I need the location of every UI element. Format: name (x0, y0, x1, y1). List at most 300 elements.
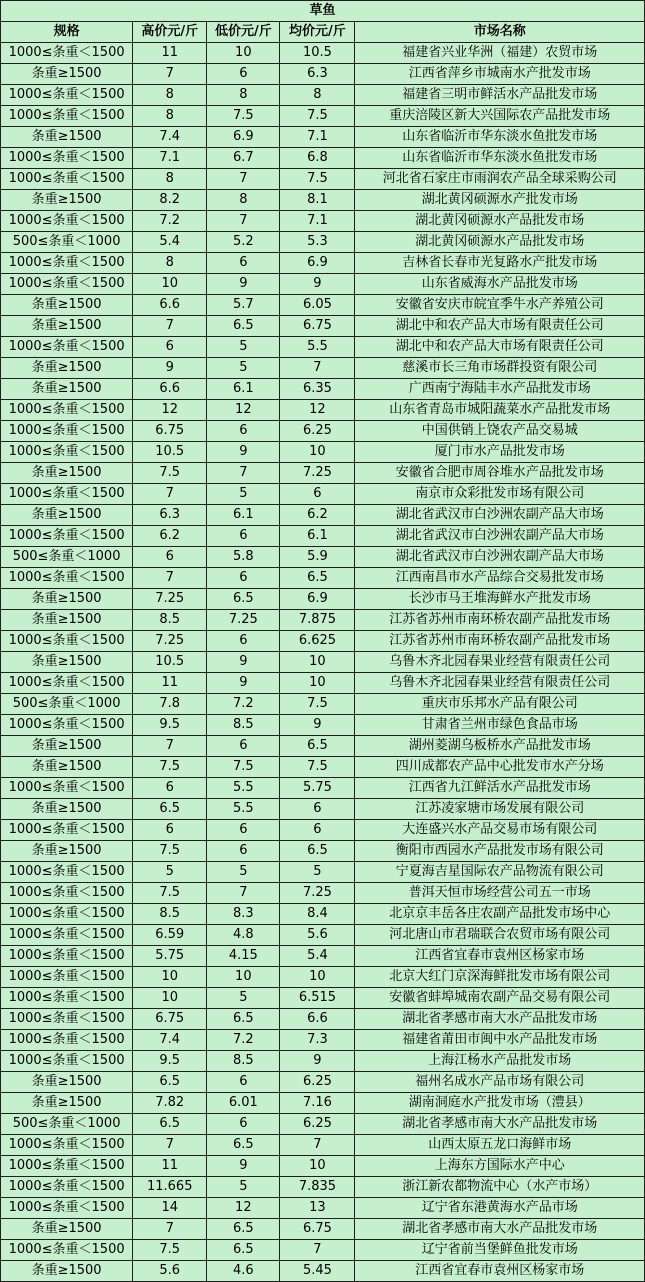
market-name-cell: 广西南宁海陆丰水产品批发市场 (355, 379, 645, 400)
low-price-cell: 6 (207, 64, 280, 85)
header-row (1, 22, 645, 43)
avg-price-cell: 6.3 (280, 64, 355, 85)
high-price-cell: 8.5 (133, 904, 207, 925)
spec-cell: 1000≤条重＜1500 (1, 883, 133, 904)
low-price-cell: 6.1 (207, 505, 280, 526)
low-price-cell: 5.2 (207, 232, 280, 253)
table-title: 草鱼 (1, 1, 645, 22)
avg-price-cell: 6 (280, 820, 355, 841)
market-name-cell: 浙江新农都物流中心（水产市场） (355, 1177, 645, 1198)
market-name-cell: 湖州菱湖乌板桥水产品批发市场 (355, 736, 645, 757)
spec-cell: 条重≥1500 (1, 1093, 133, 1114)
high-price-cell: 7 (133, 1135, 207, 1156)
low-price-cell: 6.5 (207, 1240, 280, 1261)
avg-price-cell: 7.1 (280, 127, 355, 148)
low-price-cell: 5.5 (207, 799, 280, 820)
spec-cell: 条重≥1500 (1, 1261, 133, 1282)
market-name-cell: 重庆涪陵区新大兴国际农产品批发市场 (355, 106, 645, 127)
spec-cell: 1000≤条重＜1500 (1, 484, 133, 505)
avg-price-cell: 6.25 (280, 1072, 355, 1093)
spec-cell: 1000≤条重＜1500 (1, 631, 133, 652)
market-name-cell: 慈溪市长三角市场群投资有限公司 (355, 358, 645, 379)
market-name-cell: 北京京丰岳各庄农副产品批发市场中心 (355, 904, 645, 925)
high-price-cell: 8 (133, 106, 207, 127)
market-name-cell: 福建省三明市鲜活水产品批发市场 (355, 85, 645, 106)
market-name-cell: 江西省九江鲜活水产品批发市场 (355, 778, 645, 799)
avg-price-cell: 8 (280, 85, 355, 106)
market-name-cell: 辽宁省前当堡鲜鱼批发市场 (355, 1240, 645, 1261)
table-row (1, 232, 645, 253)
table-row (1, 757, 645, 778)
low-price-cell: 7.5 (207, 757, 280, 778)
high-price-cell: 7.5 (133, 463, 207, 484)
low-price-cell: 10 (207, 967, 280, 988)
spec-cell: 条重≥1500 (1, 505, 133, 526)
market-name-cell: 大连盛兴水产品交易市场有限公司 (355, 820, 645, 841)
table-row (1, 358, 645, 379)
low-price-cell: 6 (207, 631, 280, 652)
high-price-cell: 7.8 (133, 694, 207, 715)
header-low-price: 低价元/斤 (207, 22, 280, 43)
market-name-cell: 中国供销上饶农产品交易城 (355, 421, 645, 442)
market-name-cell: 安徽省合肥市周谷堆水产品批发市场 (355, 463, 645, 484)
low-price-cell: 6 (207, 841, 280, 862)
market-name-cell: 甘肃省兰州市绿色食品市场 (355, 715, 645, 736)
spec-cell: 500≤条重＜1000 (1, 694, 133, 715)
table-row (1, 85, 645, 106)
spec-cell: 1000≤条重＜1500 (1, 43, 133, 64)
avg-price-cell: 6.5 (280, 841, 355, 862)
market-name-cell: 湖南洞庭水产批发市场（澧县） (355, 1093, 645, 1114)
high-price-cell: 5.6 (133, 1261, 207, 1282)
table-row (1, 316, 645, 337)
spec-cell: 1000≤条重＜1500 (1, 337, 133, 358)
low-price-cell: 5.7 (207, 295, 280, 316)
spec-cell: 条重≥1500 (1, 316, 133, 337)
low-price-cell: 8 (207, 190, 280, 211)
low-price-cell: 5 (207, 484, 280, 505)
low-price-cell: 9 (207, 274, 280, 295)
high-price-cell: 11 (133, 1156, 207, 1177)
high-price-cell: 6 (133, 778, 207, 799)
avg-price-cell: 7.5 (280, 106, 355, 127)
table-row (1, 568, 645, 589)
spec-cell: 1000≤条重＜1500 (1, 1156, 133, 1177)
low-price-cell: 5 (207, 862, 280, 883)
table-row (1, 589, 645, 610)
high-price-cell: 7 (133, 736, 207, 757)
high-price-cell: 10 (133, 274, 207, 295)
spec-cell: 1000≤条重＜1500 (1, 1009, 133, 1030)
low-price-cell: 7.25 (207, 610, 280, 631)
avg-price-cell: 7 (280, 1240, 355, 1261)
high-price-cell: 6 (133, 547, 207, 568)
table-row (1, 988, 645, 1009)
high-price-cell: 6.5 (133, 1114, 207, 1135)
high-price-cell: 11.665 (133, 1177, 207, 1198)
avg-price-cell: 7.5 (280, 694, 355, 715)
high-price-cell: 6.6 (133, 379, 207, 400)
low-price-cell: 7 (207, 211, 280, 232)
high-price-cell: 8.2 (133, 190, 207, 211)
spec-cell: 1000≤条重＜1500 (1, 148, 133, 169)
high-price-cell: 7.5 (133, 1240, 207, 1261)
spec-cell: 1000≤条重＜1500 (1, 421, 133, 442)
low-price-cell: 6.5 (207, 316, 280, 337)
low-price-cell: 7 (207, 169, 280, 190)
table-row (1, 673, 645, 694)
high-price-cell: 6 (133, 337, 207, 358)
low-price-cell: 8.5 (207, 1051, 280, 1072)
low-price-cell: 4.8 (207, 925, 280, 946)
high-price-cell: 6.5 (133, 1072, 207, 1093)
low-price-cell: 6.01 (207, 1093, 280, 1114)
high-price-cell: 6.75 (133, 421, 207, 442)
market-name-cell: 四川成都农产品中心批发市水产分场 (355, 757, 645, 778)
high-price-cell: 6.6 (133, 295, 207, 316)
avg-price-cell: 6.6 (280, 1009, 355, 1030)
low-price-cell: 6.1 (207, 379, 280, 400)
high-price-cell: 14 (133, 1198, 207, 1219)
table-row (1, 736, 645, 757)
avg-price-cell: 6.9 (280, 253, 355, 274)
header-high-price: 高价元/斤 (133, 22, 207, 43)
table-row (1, 946, 645, 967)
spec-cell: 1000≤条重＜1500 (1, 904, 133, 925)
table-row (1, 1093, 645, 1114)
spec-cell: 1000≤条重＜1500 (1, 211, 133, 232)
market-name-cell: 厦门市水产品批发市场 (355, 442, 645, 463)
low-price-cell: 9 (207, 442, 280, 463)
low-price-cell: 5.8 (207, 547, 280, 568)
market-name-cell: 上海江杨水产品批发市场 (355, 1051, 645, 1072)
avg-price-cell: 6.35 (280, 379, 355, 400)
spec-cell: 条重≥1500 (1, 1072, 133, 1093)
market-name-cell: 江西南昌市水产品综合交易批发市场 (355, 568, 645, 589)
table-row (1, 505, 645, 526)
table-row (1, 778, 645, 799)
header-market-name: 市场名称 (355, 22, 645, 43)
high-price-cell: 7.5 (133, 757, 207, 778)
market-name-cell: 乌鲁木齐北园春果业经营有限责任公司 (355, 652, 645, 673)
table-row (1, 169, 645, 190)
low-price-cell: 5 (207, 988, 280, 1009)
low-price-cell: 6 (207, 526, 280, 547)
spec-cell: 500≤条重＜1000 (1, 547, 133, 568)
market-name-cell: 湖北黄冈硕源水产品批发市场 (355, 232, 645, 253)
market-name-cell: 普洱天恒市场经营公司五一市场 (355, 883, 645, 904)
table-row (1, 253, 645, 274)
spec-cell: 1000≤条重＜1500 (1, 862, 133, 883)
table-row (1, 337, 645, 358)
high-price-cell: 7.82 (133, 1093, 207, 1114)
high-price-cell: 6.3 (133, 505, 207, 526)
table-row (1, 1114, 645, 1135)
avg-price-cell: 6.625 (280, 631, 355, 652)
table-row (1, 1177, 645, 1198)
low-price-cell: 5 (207, 358, 280, 379)
high-price-cell: 7.4 (133, 127, 207, 148)
high-price-cell: 7.4 (133, 1030, 207, 1051)
spec-cell: 1000≤条重＜1500 (1, 1240, 133, 1261)
low-price-cell: 7 (207, 463, 280, 484)
spec-cell: 条重≥1500 (1, 295, 133, 316)
table-row (1, 421, 645, 442)
avg-price-cell: 9 (280, 274, 355, 295)
market-name-cell: 福建省兴业华洲（福建）农贸市场 (355, 43, 645, 64)
low-price-cell: 7 (207, 883, 280, 904)
table-row (1, 274, 645, 295)
avg-price-cell: 6.2 (280, 505, 355, 526)
avg-price-cell: 6.75 (280, 1219, 355, 1240)
market-name-cell: 湖北省孝感市南大水产品批发市场 (355, 1114, 645, 1135)
spec-cell: 条重≥1500 (1, 463, 133, 484)
spec-cell: 条重≥1500 (1, 358, 133, 379)
low-price-cell: 5 (207, 337, 280, 358)
spec-cell: 1000≤条重＜1500 (1, 1051, 133, 1072)
market-name-cell: 北京大红门京深海鲜批发市场有限公司 (355, 967, 645, 988)
spec-cell: 条重≥1500 (1, 799, 133, 820)
low-price-cell: 8.5 (207, 715, 280, 736)
avg-price-cell: 12 (280, 400, 355, 421)
avg-price-cell: 5.9 (280, 547, 355, 568)
low-price-cell: 9 (207, 1156, 280, 1177)
high-price-cell: 9.5 (133, 1051, 207, 1072)
avg-price-cell: 7.5 (280, 757, 355, 778)
low-price-cell: 6 (207, 820, 280, 841)
market-name-cell: 山东省临沂市华东淡水鱼批发市场 (355, 148, 645, 169)
table-row (1, 1156, 645, 1177)
high-price-cell: 7.25 (133, 631, 207, 652)
high-price-cell: 7.5 (133, 841, 207, 862)
market-name-cell: 重庆市乐邦水产品有限公司 (355, 694, 645, 715)
avg-price-cell: 7.25 (280, 883, 355, 904)
avg-price-cell: 7.3 (280, 1030, 355, 1051)
spec-cell: 1000≤条重＜1500 (1, 1177, 133, 1198)
high-price-cell: 7.25 (133, 589, 207, 610)
market-name-cell: 湖北黄冈硕源水产批发市场 (355, 190, 645, 211)
avg-price-cell: 6.25 (280, 421, 355, 442)
table-row (1, 1009, 645, 1030)
low-price-cell: 12 (207, 400, 280, 421)
table-row (1, 1051, 645, 1072)
avg-price-cell: 7 (280, 358, 355, 379)
avg-price-cell: 6.05 (280, 295, 355, 316)
high-price-cell: 7 (133, 1219, 207, 1240)
table-row (1, 862, 645, 883)
market-name-cell: 湖北黄冈硕源水产品批发市场 (355, 211, 645, 232)
market-name-cell: 吉林省长春市光复路水产批发市场 (355, 253, 645, 274)
table-row (1, 106, 645, 127)
table-row (1, 715, 645, 736)
avg-price-cell: 6.5 (280, 568, 355, 589)
low-price-cell: 6.7 (207, 148, 280, 169)
table-row (1, 211, 645, 232)
low-price-cell: 6 (207, 1072, 280, 1093)
table-row (1, 379, 645, 400)
spec-cell: 条重≥1500 (1, 610, 133, 631)
market-name-cell: 湖北省孝感市南大水产品批发市场 (355, 1219, 645, 1240)
table-row (1, 190, 645, 211)
spec-cell: 1000≤条重＜1500 (1, 1135, 133, 1156)
market-name-cell: 乌鲁木齐北园春果业经营有限责任公司 (355, 673, 645, 694)
low-price-cell: 6 (207, 736, 280, 757)
market-name-cell: 辽宁省东港黄海水产品市场 (355, 1198, 645, 1219)
spec-cell: 条重≥1500 (1, 589, 133, 610)
market-name-cell: 湖北省孝感市南大水产品批发市场 (355, 1009, 645, 1030)
avg-price-cell: 5.4 (280, 946, 355, 967)
market-name-cell: 山东省威海水产品批发市场 (355, 274, 645, 295)
high-price-cell: 11 (133, 43, 207, 64)
table-row (1, 127, 645, 148)
spec-cell: 500≤条重＜1000 (1, 1114, 133, 1135)
low-price-cell: 6 (207, 1114, 280, 1135)
avg-price-cell: 10 (280, 652, 355, 673)
avg-price-cell: 6.25 (280, 1114, 355, 1135)
low-price-cell: 6.5 (207, 1135, 280, 1156)
high-price-cell: 6.2 (133, 526, 207, 547)
avg-price-cell: 7.1 (280, 211, 355, 232)
spec-cell: 1000≤条重＜1500 (1, 967, 133, 988)
spec-cell: 条重≥1500 (1, 379, 133, 400)
spec-cell: 1000≤条重＜1500 (1, 925, 133, 946)
spec-cell: 1000≤条重＜1500 (1, 106, 133, 127)
high-price-cell: 7 (133, 64, 207, 85)
high-price-cell: 10 (133, 988, 207, 1009)
low-price-cell: 6.5 (207, 1219, 280, 1240)
avg-price-cell: 5.5 (280, 337, 355, 358)
high-price-cell: 9.5 (133, 715, 207, 736)
spec-cell: 条重≥1500 (1, 190, 133, 211)
table-row (1, 43, 645, 64)
header-spec: 规格 (1, 22, 133, 43)
table-row (1, 64, 645, 85)
low-price-cell: 6.5 (207, 589, 280, 610)
market-name-cell: 山东省青岛市城阳蔬菜水产品批发市场 (355, 400, 645, 421)
avg-price-cell: 7.875 (280, 610, 355, 631)
market-name-cell: 上海东方国际水产中心 (355, 1156, 645, 1177)
spec-cell: 条重≥1500 (1, 757, 133, 778)
avg-price-cell: 10 (280, 1156, 355, 1177)
high-price-cell: 11 (133, 673, 207, 694)
avg-price-cell: 8.1 (280, 190, 355, 211)
table-row (1, 652, 645, 673)
high-price-cell: 7 (133, 568, 207, 589)
spec-cell: 1000≤条重＜1500 (1, 715, 133, 736)
spec-cell: 1000≤条重＜1500 (1, 253, 133, 274)
low-price-cell: 7.2 (207, 694, 280, 715)
market-name-cell: 湖北省武汉市白沙洲农副产品大市场 (355, 547, 645, 568)
avg-price-cell: 9 (280, 715, 355, 736)
spec-cell: 1000≤条重＜1500 (1, 988, 133, 1009)
table-row (1, 400, 645, 421)
market-name-cell: 衡阳市西园水产品批发市场有限公司 (355, 841, 645, 862)
table-row (1, 484, 645, 505)
table-row (1, 1240, 645, 1261)
table-row (1, 1030, 645, 1051)
spec-cell: 1000≤条重＜1500 (1, 820, 133, 841)
high-price-cell: 7.1 (133, 148, 207, 169)
high-price-cell: 6.5 (133, 799, 207, 820)
avg-price-cell: 7.5 (280, 169, 355, 190)
market-name-cell: 福建省莆田市闽中水产品批发市场 (355, 1030, 645, 1051)
high-price-cell: 10.5 (133, 442, 207, 463)
spec-cell: 1000≤条重＜1500 (1, 274, 133, 295)
high-price-cell: 7 (133, 484, 207, 505)
market-name-cell: 山东省临沂市华东淡水鱼批发市场 (355, 127, 645, 148)
table-row (1, 799, 645, 820)
avg-price-cell: 6.5 (280, 736, 355, 757)
table-row (1, 904, 645, 925)
low-price-cell: 5 (207, 1177, 280, 1198)
avg-price-cell: 6 (280, 484, 355, 505)
title-row (1, 1, 645, 22)
low-price-cell: 6.9 (207, 127, 280, 148)
avg-price-cell: 9 (280, 1051, 355, 1072)
table-row (1, 631, 645, 652)
market-name-cell: 江西省宜春市袁州区杨家市场 (355, 1261, 645, 1282)
low-price-cell: 10 (207, 43, 280, 64)
avg-price-cell: 5.45 (280, 1261, 355, 1282)
low-price-cell: 6 (207, 568, 280, 589)
high-price-cell: 8 (133, 85, 207, 106)
high-price-cell: 6 (133, 820, 207, 841)
avg-price-cell: 7.16 (280, 1093, 355, 1114)
high-price-cell: 9 (133, 358, 207, 379)
spec-cell: 条重≥1500 (1, 841, 133, 862)
low-price-cell: 5.5 (207, 778, 280, 799)
table-row (1, 694, 645, 715)
high-price-cell: 10.5 (133, 652, 207, 673)
low-price-cell: 6 (207, 253, 280, 274)
table-row (1, 883, 645, 904)
spec-cell: 500≤条重＜1000 (1, 232, 133, 253)
high-price-cell: 5.75 (133, 946, 207, 967)
market-name-cell: 江苏省苏州市南环桥农副产品批发市场 (355, 631, 645, 652)
market-name-cell: 湖北中和农产品大市场有限责任公司 (355, 337, 645, 358)
high-price-cell: 8.5 (133, 610, 207, 631)
avg-price-cell: 6.75 (280, 316, 355, 337)
table-row (1, 967, 645, 988)
avg-price-cell: 7 (280, 1135, 355, 1156)
spec-cell: 1000≤条重＜1500 (1, 85, 133, 106)
market-name-cell: 江苏凌家塘市场发展有限公司 (355, 799, 645, 820)
spec-cell: 1000≤条重＜1500 (1, 400, 133, 421)
spec-cell: 1000≤条重＜1500 (1, 778, 133, 799)
high-price-cell: 7.5 (133, 883, 207, 904)
spec-cell: 1000≤条重＜1500 (1, 1198, 133, 1219)
table-row (1, 841, 645, 862)
avg-price-cell: 13 (280, 1198, 355, 1219)
market-name-cell: 福州名成水产品市场有限公司 (355, 1072, 645, 1093)
avg-price-cell: 6.515 (280, 988, 355, 1009)
avg-price-cell: 6 (280, 799, 355, 820)
table-row (1, 442, 645, 463)
avg-price-cell: 10 (280, 673, 355, 694)
market-name-cell: 安徽省安庆市皖宜季牛水产养殖公司 (355, 295, 645, 316)
low-price-cell: 7.2 (207, 1030, 280, 1051)
spec-cell: 条重≥1500 (1, 652, 133, 673)
high-price-cell: 7 (133, 316, 207, 337)
header-avg-price: 均价元/斤 (280, 22, 355, 43)
low-price-cell: 6 (207, 421, 280, 442)
spec-cell: 条重≥1500 (1, 736, 133, 757)
avg-price-cell: 6.1 (280, 526, 355, 547)
avg-price-cell: 10 (280, 442, 355, 463)
market-name-cell: 江西省萍乡市城南水产批发市场 (355, 64, 645, 85)
spec-cell: 1000≤条重＜1500 (1, 568, 133, 589)
table-row (1, 547, 645, 568)
